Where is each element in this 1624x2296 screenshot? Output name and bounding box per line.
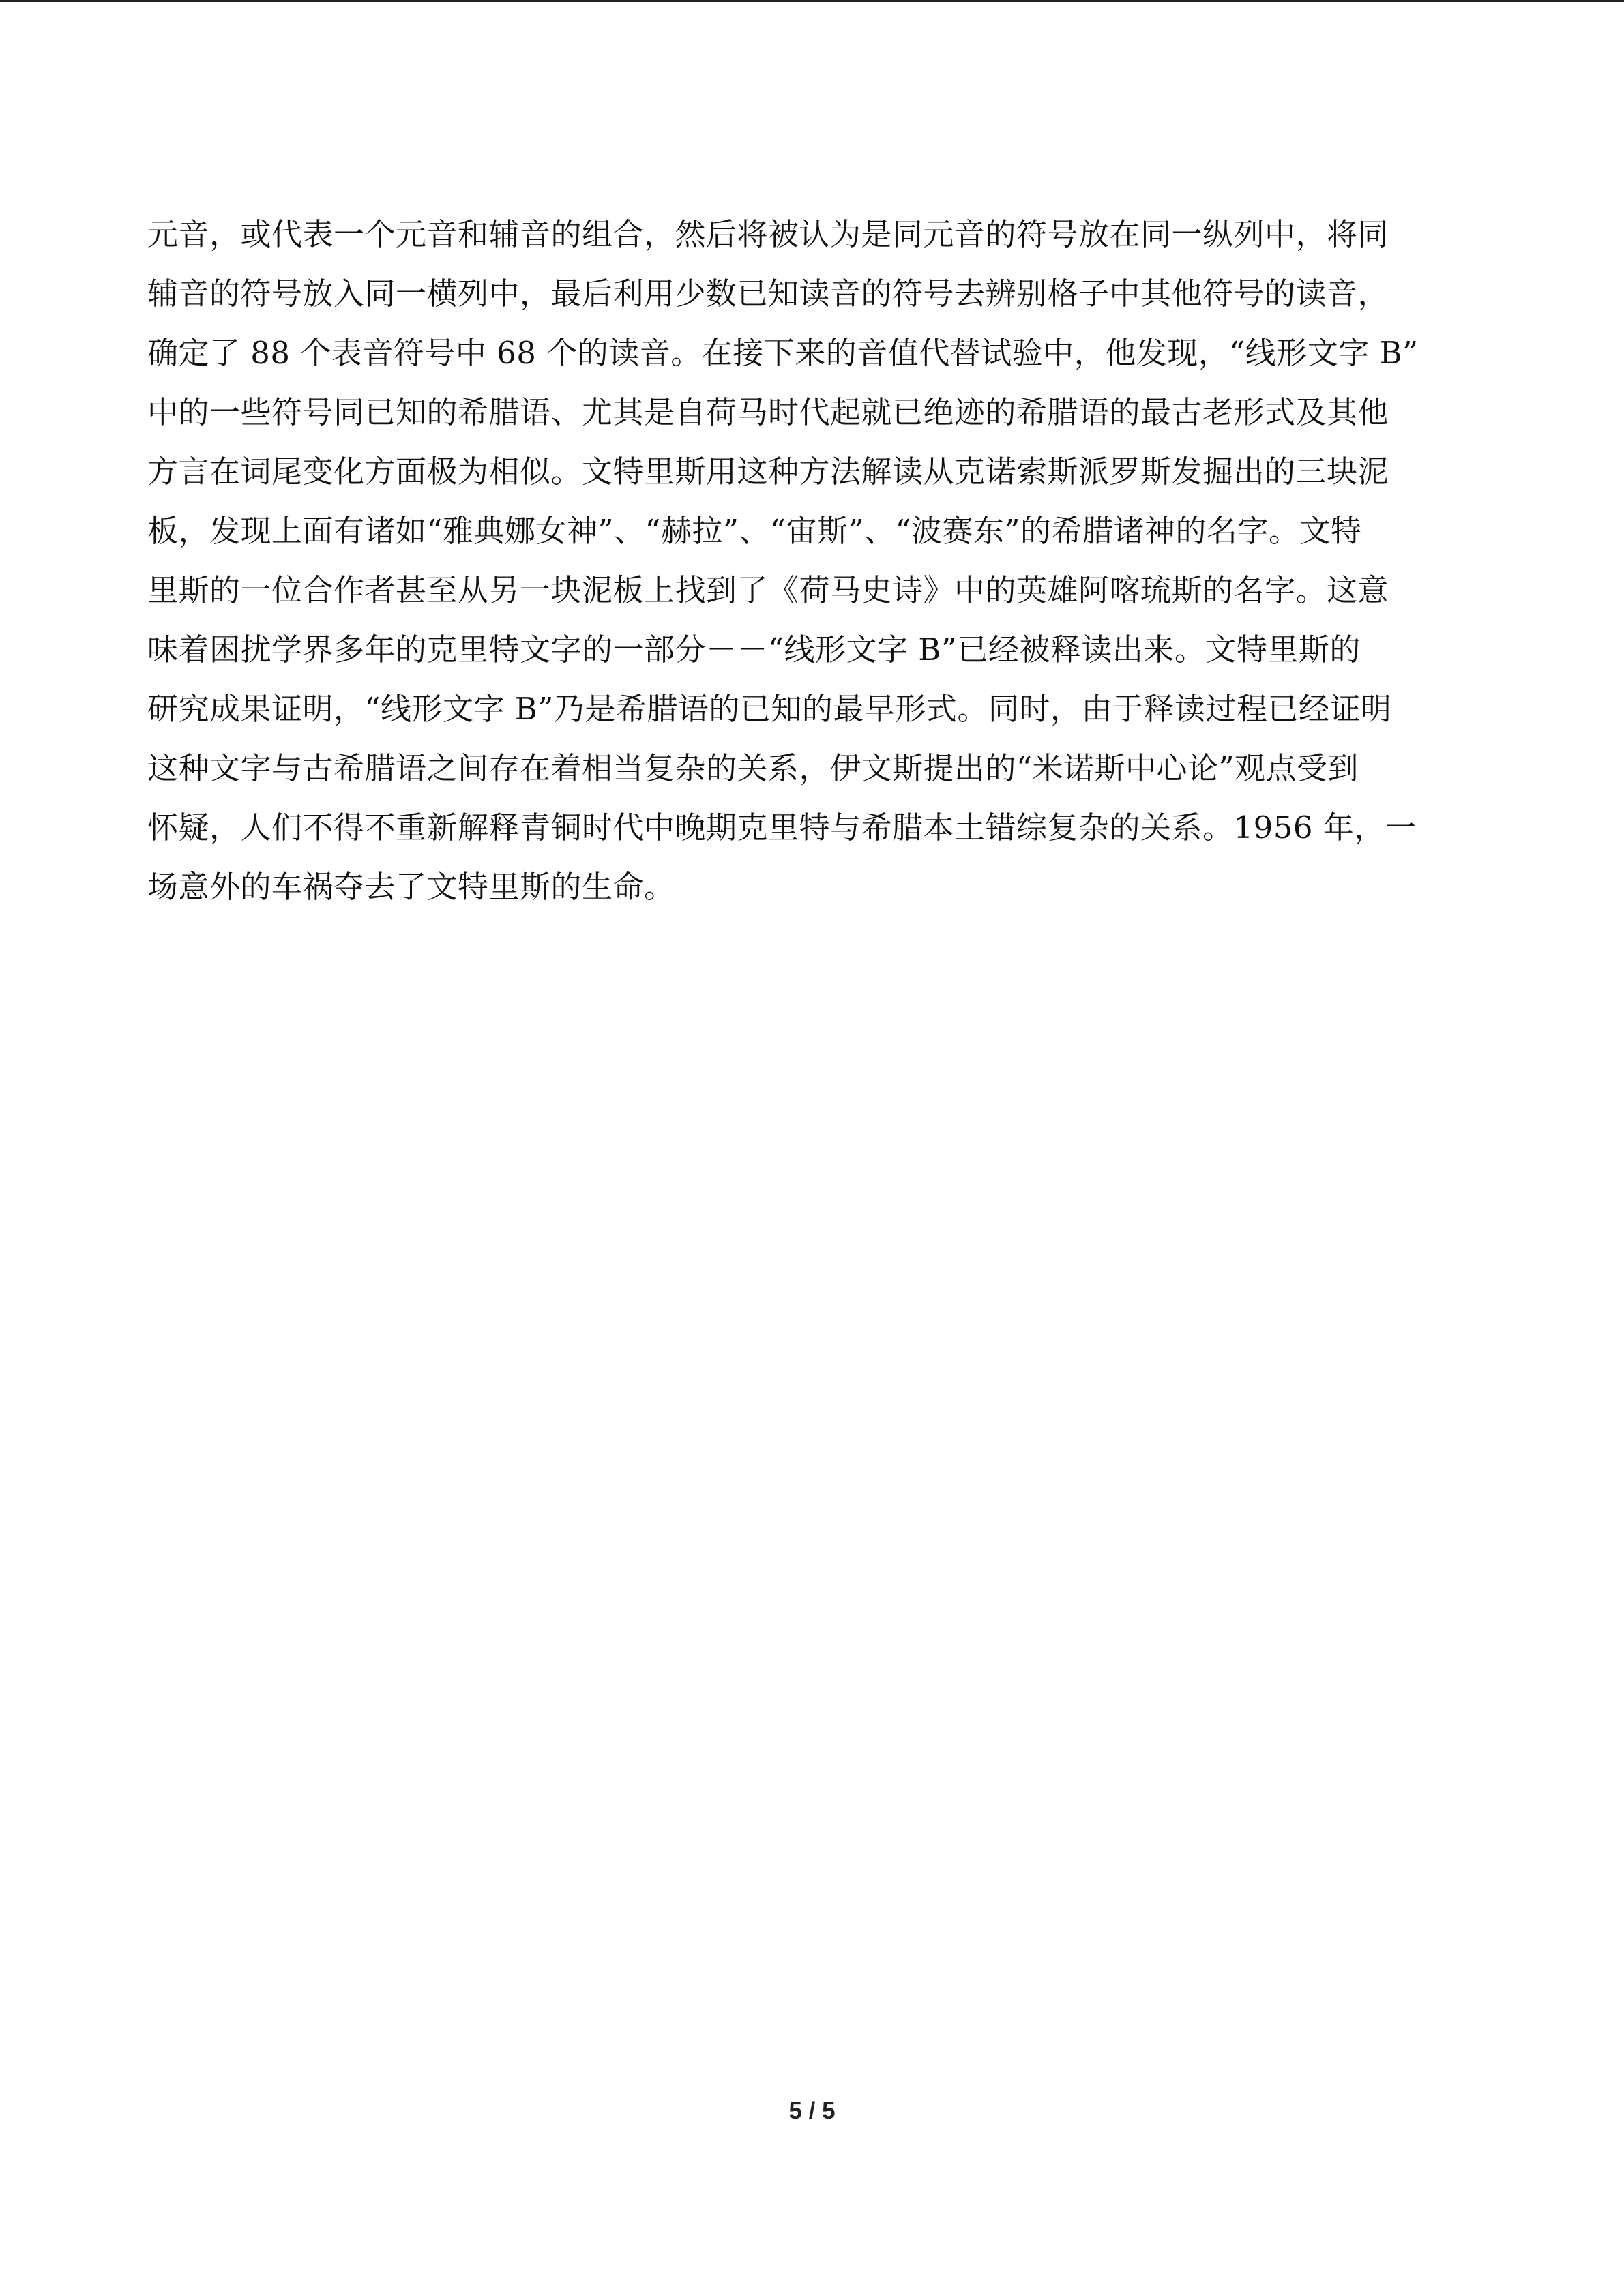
top-border-line xyxy=(0,0,1624,2)
paragraph-line: 味着困扰学界多年的克里特文字的一部分－－“线形文字 B”已经被释读出来。文特里斯的 xyxy=(147,631,1361,668)
document-body xyxy=(147,205,1477,916)
paragraph-line: 这种文字与古希腊语之间存在着相当复杂的关系，伊文斯提出的“米诺斯中心论”观点受到 xyxy=(147,750,1359,786)
paragraph-line: 中的一些符号同已知的希腊语、尤其是自荷马时代起就已绝迹的希腊语的最古老形式及其他 xyxy=(147,394,1389,430)
paragraph-line: 辅音的符号放入同一横列中，最后利用少数已知读音的符号去辨别格子中其他符号的读音， xyxy=(147,275,1389,312)
paragraph-line: 确定了 88 个表音符号中 68 个的读音。在接下来的音值代替试验中，他发现，“线形文字 B” xyxy=(147,335,1419,371)
paragraph-line: 里斯的一位合作者甚至从另一块泥板上找到了《荷马史诗》中的英雄阿喀琉斯的名字。这意 xyxy=(147,572,1389,608)
paragraph-line: 元音，或代表一个元音和辅音的组合，然后将被认为是同元音的符号放在同一纵列中，将同 xyxy=(147,216,1389,252)
paragraph-line: 研究成果证明，“线形文字 B”乃是希腊语的已知的最早形式。同时，由于释读过程已经证明 xyxy=(147,691,1392,727)
paragraph-line: 方言在词尾变化方面极为相似。文特里斯用这种方法解读从克诺索斯派罗斯发掘出的三块泥 xyxy=(147,453,1389,490)
paragraph-line: 怀疑，人们不得不重新解释青铜时代中晚期克里特与希腊本土错综复杂的关系。1956 年，一 xyxy=(147,809,1417,846)
paragraph-line: 场意外的车祸夺去了文特里斯的生命。 xyxy=(147,869,675,905)
paragraph xyxy=(147,205,1477,916)
page-number: 5 / 5 xyxy=(788,2098,836,2124)
paragraph-line: 板，发现上面有诸如“雅典娜女神”、“赫拉”、“宙斯”、“波赛东”的希腊诸神的名字。文特 xyxy=(147,513,1362,549)
